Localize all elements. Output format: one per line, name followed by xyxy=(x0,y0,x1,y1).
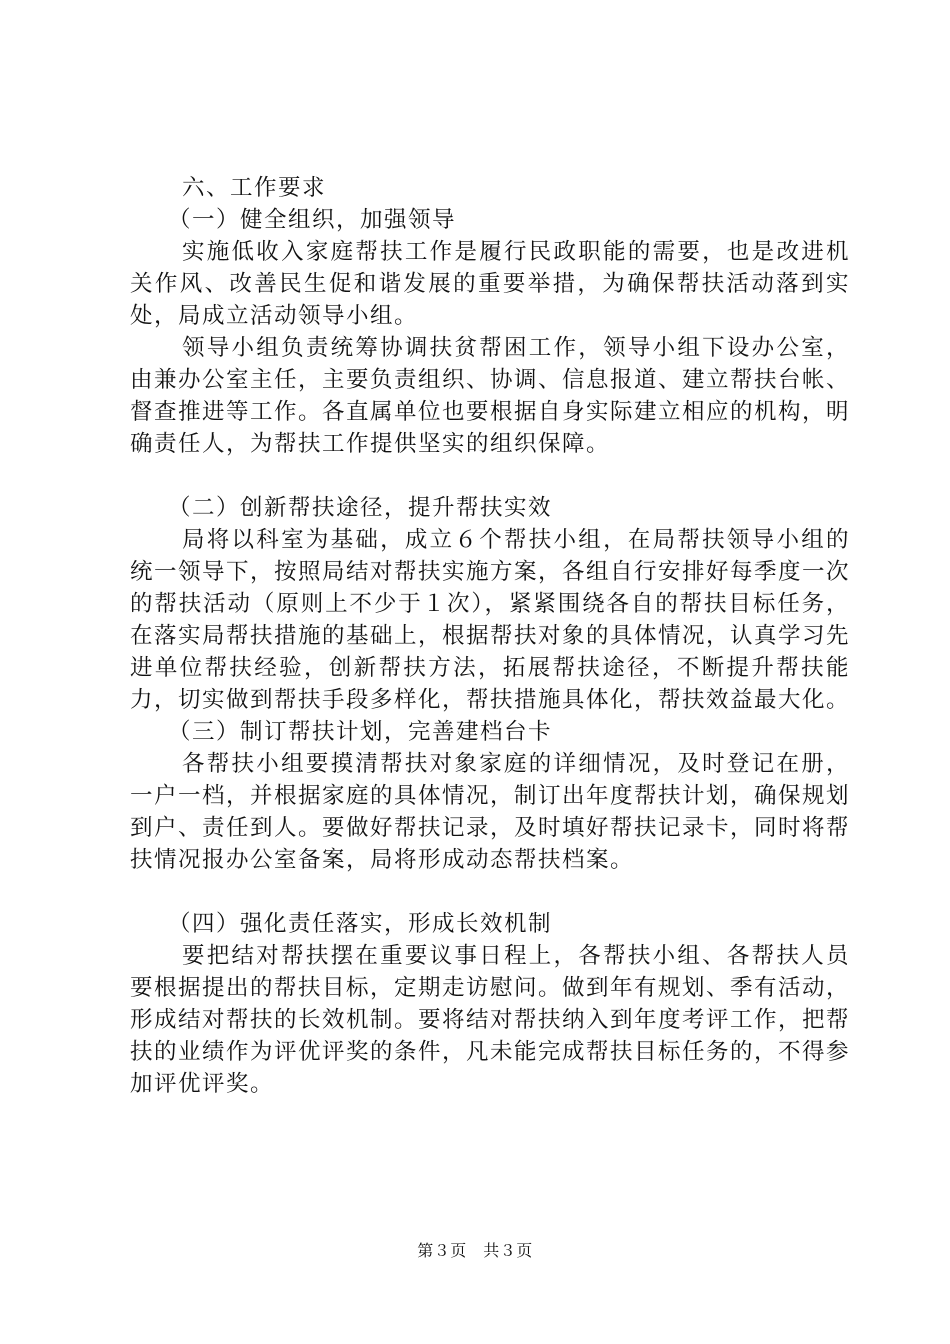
document-body xyxy=(130,172,850,1100)
paragraph: 各帮扶小组要摸清帮扶对象家庭的详细情况，及时登记在册，一户一档，并根据家庭的具体情况，制订出年度帮扶计划，确保规划到户、责任到人。要做好帮扶记录，及时填好帮扶记录卡，同时将帮扶情况报办公室备案，局将形成动态帮扶档案。 xyxy=(130,751,851,873)
subsection-heading-1: （一）健全组织，加强领导 xyxy=(168,207,457,233)
subsection-heading-2: （二）创新帮扶途径，提升帮扶实效 xyxy=(168,495,553,521)
paragraph: 实施低收入家庭帮扶工作是履行民政职能的需要，也是改进机关作风、改善民生促和谐发展的重要举措，为确保帮扶活动落到实处，局成立活动领导小组。 xyxy=(130,239,850,329)
page-number-footer: 第３页 共３页 xyxy=(417,1241,533,1260)
paragraph-gap xyxy=(130,876,850,908)
section-title: 六、工作要求 xyxy=(182,175,327,201)
subsection-heading-4: （四）强化责任落实，形成长效机制 xyxy=(168,911,553,937)
paragraph-gap xyxy=(130,460,850,492)
paragraph: 领导小组负责统筹协调扶贫帮困工作，领导小组下设办公室，由兼办公室主任，主要负责组织、协调、信息报道、建立帮扶台帐、督查推进等工作。各直属单位也要根据自身实际建立相应的机构，明确责任人，为帮扶工作提供坚实的组织保障。 xyxy=(130,335,851,457)
subsection-heading-3: （三）制订帮扶计划，完善建档台卡 xyxy=(168,719,553,745)
paragraph: 要把结对帮扶摆在重要议事日程上，各帮扶小组、各帮扶人员要根据提出的帮扶目标，定期走访慰问。做到年有规划、季有活动，形成结对帮扶的长效机制。要将结对帮扶纳入到年度考评工作，把帮扶的业绩作为评优评奖的条件，凡未能完成帮扶目标任务的，不得参加评优评奖。 xyxy=(130,943,851,1097)
paragraph: 局将以科室为基础，成立６个帮扶小组，在局帮扶领导小组的统一领导下，按照局结对帮扶实施方案，各组自行安排好每季度一次的帮扶活动（原则上不少于１次），紧紧围绕各自的帮扶目标任务，在落实局帮扶措施的基础上，根据帮扶对象的具体情况，认真学习先进单位帮扶经验，创新帮扶方法，拓展帮扶途径，不断提升帮扶能力，切实做到帮扶手段多样化，帮扶措施具体化，帮扶效益最大化。 xyxy=(130,527,851,713)
